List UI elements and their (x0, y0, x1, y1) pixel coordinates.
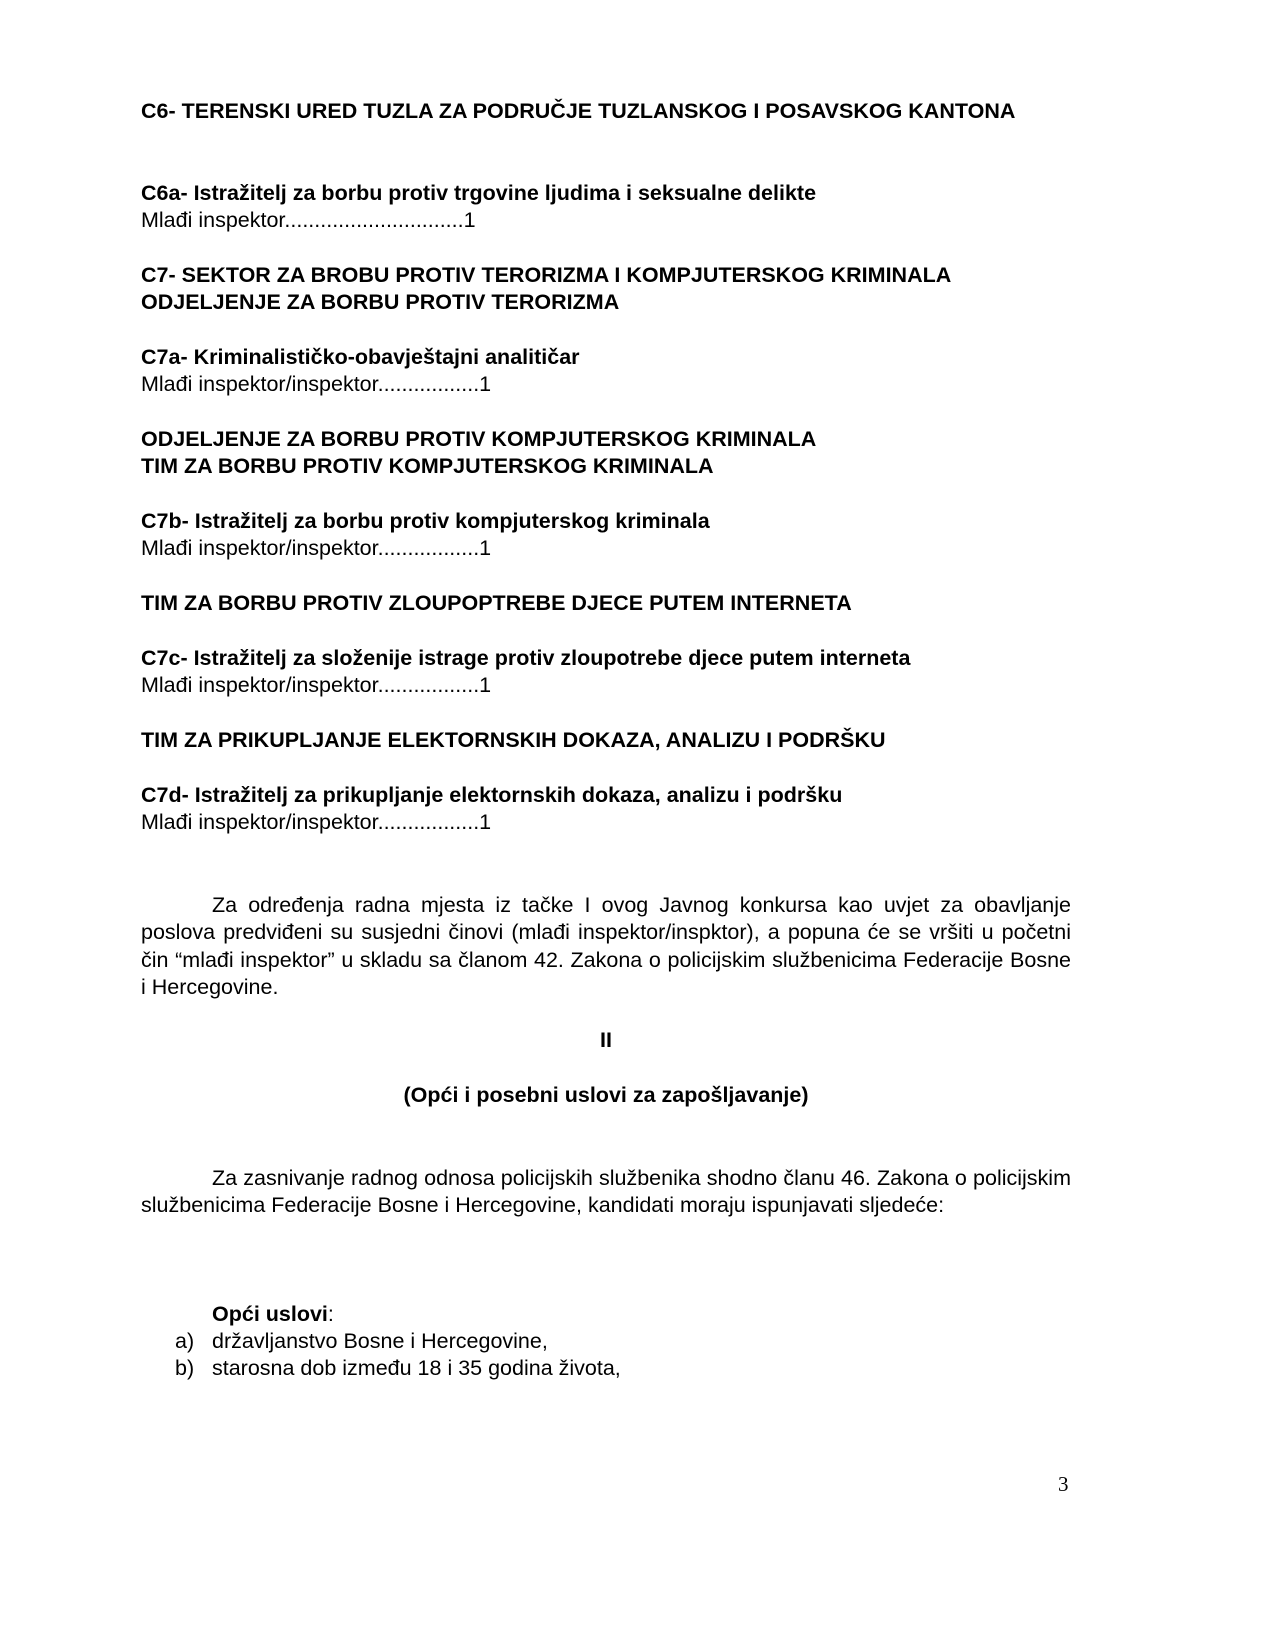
position-rank: Mlađi inspektor/inspektor.................1 (141, 810, 492, 835)
position-c7b (141, 508, 1071, 563)
heading-c7 (141, 262, 1071, 317)
paragraph-conditions: Za zasnivanje radnog odnosa policijskih službenika shodno članu 46. Zakona o policijskim službenicima Federacije Bosne i Hercegovine, kandidati moraju ispunjavati sljedeće: (141, 1166, 1071, 1218)
position-rank: Mlađi inspektor..............................1 (141, 208, 476, 233)
general-conditions-label (212, 1301, 812, 1328)
list-text: državljanstvo Bosne i Hercegovine, (212, 1329, 548, 1353)
position-rank: Mlađi inspektor/inspektor.................1 (141, 372, 492, 397)
list-item (175, 1328, 621, 1355)
position-title: C7a- Kriminalističko-obavještajni analitičar (141, 345, 580, 369)
heading-text: C6- TERENSKI URED TUZLA ZA PODRUČJE TUZLANSKOG I POSAVSKOG KANTONA (141, 99, 1016, 123)
list-marker: b) (175, 1356, 195, 1381)
list-item (175, 1355, 621, 1382)
section-title: (Opći i posebni uslovi za zapošljavanje) (403, 1083, 809, 1107)
heading-line: TIM ZA BORBU PROTIV ZLOUPOPTREBE DJECE PUTEM INTERNETA (141, 591, 852, 615)
heading-line: ODJELJENJE ZA BORBU PROTIV TERORIZMA (141, 290, 620, 315)
heading-line: ODJELJENJE ZA BORBU PROTIV KOMPJUTERSKOG KRIMINALA (141, 427, 817, 451)
conditions-list (175, 1328, 621, 1383)
position-c7c (141, 645, 1071, 700)
heading-line: TIM ZA BORBU PROTIV KOMPJUTERSKOG KRIMINALA (141, 454, 714, 479)
heading-line: TIM ZA PRIKUPLJANJE ELEKTORNSKIH DOKAZA, ANALIZU I PODRŠKU (141, 728, 886, 752)
position-title: C7c- Istražitelj za složenije istrage protiv zloupotrebe djece putem interneta (141, 646, 911, 670)
position-title: C7d- Istražitelj za prikupljanje elektornskih dokaza, analizu i podršku (141, 783, 843, 807)
position-c7d (141, 782, 1071, 837)
heading-cyber (141, 426, 1071, 481)
paragraph-ranks: Za određenja radna mjesta iz tačke I ovog Javnog konkursa kao uvjet za obavljanje poslova predviđeni su susjedni činovi (mlađi inspektor/inspktor), a popuna će se vršiti u početni čin “mlađi inspektor” u skladu sa članom 42. Zakona o policijskim službenicima Federacije Bosne i Hercegovine. (141, 893, 1071, 999)
heading-child-abuse (141, 590, 1071, 617)
section-number: II (600, 1028, 612, 1052)
page-number: 3 (1058, 1472, 1069, 1496)
position-title: C7b- Istražitelj za borbu protiv kompjuterskog kriminala (141, 509, 710, 533)
label-colon: : (327, 1302, 334, 1326)
position-rank: Mlađi inspektor/inspektor.................1 (141, 536, 492, 561)
list-text: starosna dob između 18 i 35 godina života, (212, 1356, 621, 1381)
position-c6a (141, 180, 1071, 235)
position-title: C6a- Istražitelj za borbu protiv trgovine ljudima i seksualne delikte (141, 181, 817, 205)
position-c7a (141, 344, 1071, 399)
heading-c6 (141, 98, 1071, 125)
label-text: Opći uslovi (212, 1302, 328, 1326)
heading-line: C7- SEKTOR ZA BROBU PROTIV TERORIZMA I KOMPJUTERSKOG KRIMINALA (141, 263, 952, 287)
position-rank: Mlađi inspektor/inspektor.................1 (141, 673, 492, 698)
list-marker: a) (175, 1329, 195, 1353)
heading-evidence (141, 727, 1071, 754)
